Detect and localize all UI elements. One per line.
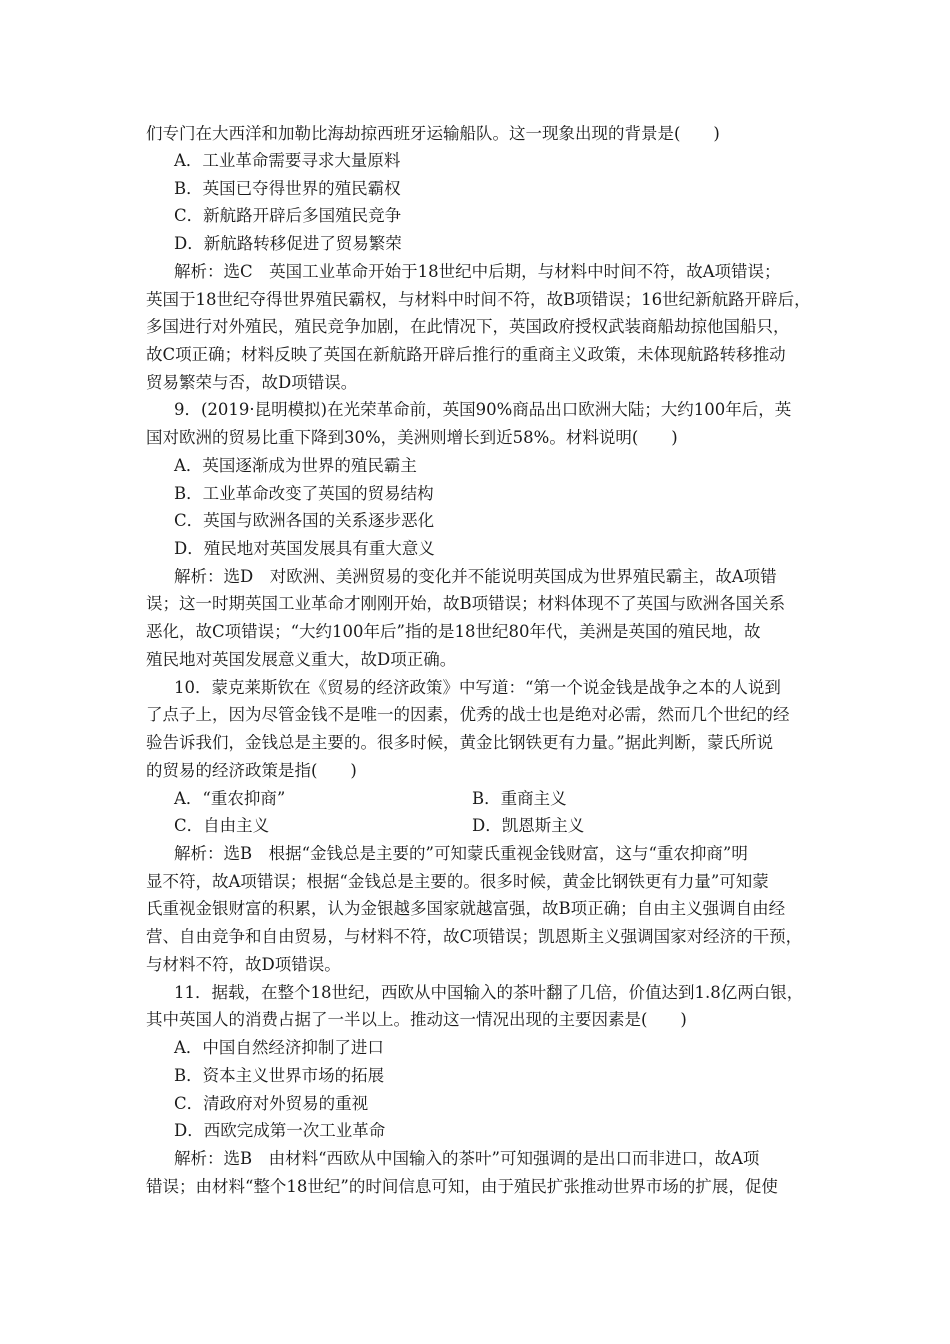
q10-analysis-line: 解析：选B 根据“金钱总是主要的”可知蒙氏重视金钱财富，这与“重农抑商”明	[174, 844, 748, 863]
q8-analysis-line: 贸易繁荣与否，故D项错误。	[146, 373, 358, 392]
q9-analysis-line: 解析：选D 对欧洲、美洲贸易的变化并不能说明英国成为世界殖民霸主，故A项错	[174, 567, 777, 586]
q11-stem-line: 其中英国人的消费占据了一半以上。推动这一情况出现的主要因素是( )	[146, 1010, 687, 1029]
q9-option-c: C．英国与欧洲各国的关系逐步恶化	[174, 511, 435, 530]
q11-option-b: B．资本主义世界市场的拓展	[174, 1066, 385, 1085]
q10-option-c: C．自由主义	[174, 816, 270, 835]
q9-stem-line: 9．(2019·昆明模拟)在光荣革命前，英国90%商品出口欧洲大陆；大约100年后，英	[174, 400, 792, 419]
q10-option-b: B．重商主义	[472, 789, 567, 808]
q8-option-c: C．新航路开辟后多国殖民竞争	[174, 206, 402, 225]
q10-analysis-line: 与材料不符，故D项错误。	[146, 955, 341, 974]
q11-analysis-line: 解析：选B 由材料“西欧从中国输入的茶叶”可知强调的是出口而非进口，故A项	[174, 1149, 760, 1168]
q10-option-d: D．凯恩斯主义	[472, 816, 585, 835]
q8-analysis-line: 故C项正确；材料反映了英国在新航路开辟后推行的重商主义政策，未体现航路转移推动	[146, 345, 786, 364]
q8-option-d: D．新航路转移促进了贸易繁荣	[174, 234, 402, 253]
q8-option-b: B．英国已夺得世界的殖民霸权	[174, 179, 401, 198]
q10-stem-line: 了点子上，因为尽管金钱不是唯一的因素，优秀的战士也是绝对必需，然而几个世纪的经	[146, 705, 790, 724]
q11-option-c: C．清政府对外贸易的重视	[174, 1094, 369, 1113]
q11-analysis-line: 错误；由材料“整个18世纪”的时间信息可知，由于殖民扩张推动世界市场的扩展，促使	[146, 1177, 778, 1196]
q9-stem-line: 国对欧洲的贸易比重下降到30%，美洲则增长到近58%。材料说明( )	[146, 428, 678, 447]
q9-option-b: B．工业革命改变了英国的贸易结构	[174, 484, 434, 503]
q10-option-a: A．“重农抑商”	[174, 789, 286, 808]
q9-option-d: D．殖民地对英国发展具有重大意义	[174, 539, 435, 558]
q10-stem-line: 10．蒙克莱斯钦在《贸易的经济政策》中写道：“第一个说金钱是战争之本的人说到	[174, 678, 781, 697]
q8-analysis-line: 多国进行对外殖民，殖民竞争加剧，在此情况下，英国政府授权武装商船劫掠他国船只，	[146, 317, 790, 336]
q9-analysis-line: 殖民地对英国发展意义重大，故D项正确。	[146, 650, 457, 669]
q10-analysis-line: 显不符，故A项错误；根据“金钱总是主要的。很多时候，黄金比钢铁更有力量”可知蒙	[146, 872, 769, 891]
q10-analysis-line: 营、自由竞争和自由贸易，与材料不符，故C项错误；凯恩斯主义强调国家对经济的干预，	[146, 927, 803, 946]
q8-analysis-line: 解析：选C 英国工业革命开始于18世纪中后期，与材料中时间不符，故A项错误；	[174, 262, 781, 281]
q11-option-d: D．西欧完成第一次工业革命	[174, 1121, 386, 1140]
q10-stem-line: 的贸易的经济政策是指( )	[146, 761, 357, 780]
q10-analysis-line: 氏重视金银财富的积累，认为金银越多国家就越富强，故B项正确；自由主义强调自由经	[146, 899, 786, 918]
q8-stem-line: 们专门在大西洋和加勒比海劫掠西班牙运输船队。这一现象出现的背景是( )	[146, 124, 720, 143]
q8-option-a: A．工业革命需要寻求大量原料	[174, 151, 401, 170]
q10-stem-line: 验告诉我们，金钱总是主要的。很多时候，黄金比钢铁更有力量。”据此判断，蒙氏所说	[146, 733, 774, 752]
q8-analysis-line: 英国于18世纪夺得世界殖民霸权，与材料中时间不符，故B项错误；16世纪新航路开辟后，	[146, 290, 811, 309]
q9-analysis-line: 误；这一时期英国工业革命才刚刚开始，故B项错误；材料体现不了英国与欧洲各国关系	[146, 594, 786, 613]
q11-stem-line: 11．据载，在整个18世纪，西欧从中国输入的茶叶翻了几倍，价值达到1.8亿两白银，	[174, 983, 804, 1002]
q11-option-a: A．中国自然经济抑制了进口	[174, 1038, 384, 1057]
q9-analysis-line: 恶化，故C项错误；“大约100年后”指的是18世纪80年代，美洲是英国的殖民地，故	[146, 622, 761, 641]
q9-option-a: A．英国逐渐成为世界的殖民霸主	[174, 456, 417, 475]
